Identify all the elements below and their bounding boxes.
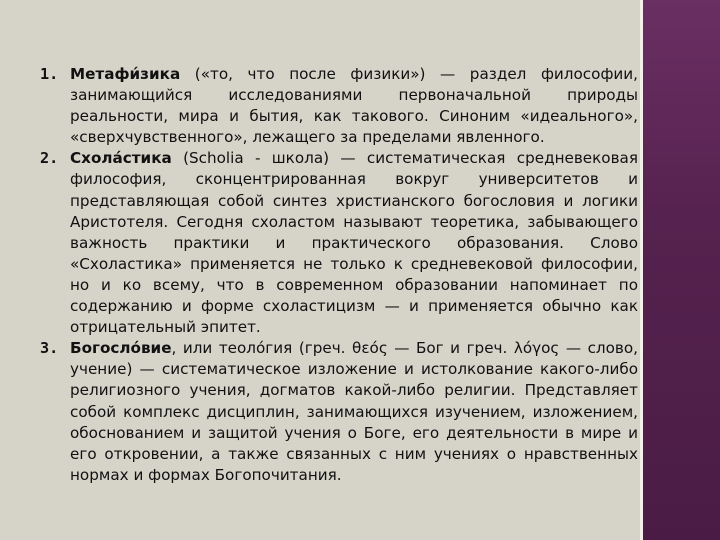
- definition-text: , или теоло́гия (греч. θεός — Бог и греч. λόγος — слово, учение) — систематическое изложение и истолкование какого-либо религиозного учения, догматов какой-либо религии. Представляет собой комплекс дисциплин, занимающихся изучением, изложением, обоснованием и защитой учения о Боге, его деятельности в мире и его откровении, а также связанных с ним учениях о нравственных нормах и формах Богопочитания.: [70, 339, 638, 484]
- decorative-side-band: [643, 0, 720, 540]
- definition-term: Богосло́вие: [70, 339, 172, 358]
- definition-term: Схола́стика: [70, 149, 172, 168]
- definition-text: (Scholia - школа) — систематическая средневековая философия, сконцентрированная вокруг университетов и представляющая собой синтез христианского богословия и логики Аристотеля. Сегодня схоластом называют теоретика, забывающего важность практики и практического образования. Слово «Схоластика» применяется не только к средневековой философии, но и ко всему, что в современном образовании напоминает по содержанию и форме схоластицизм — и применяется обычно как отрицательный эпитет.: [70, 149, 638, 337]
- definition-term: Метафи́зика: [70, 65, 181, 83]
- definition-item-scholasticism: [40, 148, 638, 338]
- definition-text: («то, что после физики») — раздел философии, занимающийся исследованиями первоначальной природы реальности, мира и бытия, как такового. Синоним «идеального», «сверхчувственного», лежащего за пределами явленного.: [70, 65, 638, 147]
- definitions-text: [40, 64, 638, 486]
- list-number: 1.: [40, 65, 59, 83]
- definition-item-theology: [40, 338, 638, 486]
- definition-item-metaphysics: [40, 64, 638, 148]
- list-number: 2.: [40, 149, 59, 168]
- list-number: 3.: [40, 339, 59, 358]
- definitions-list: [40, 64, 638, 486]
